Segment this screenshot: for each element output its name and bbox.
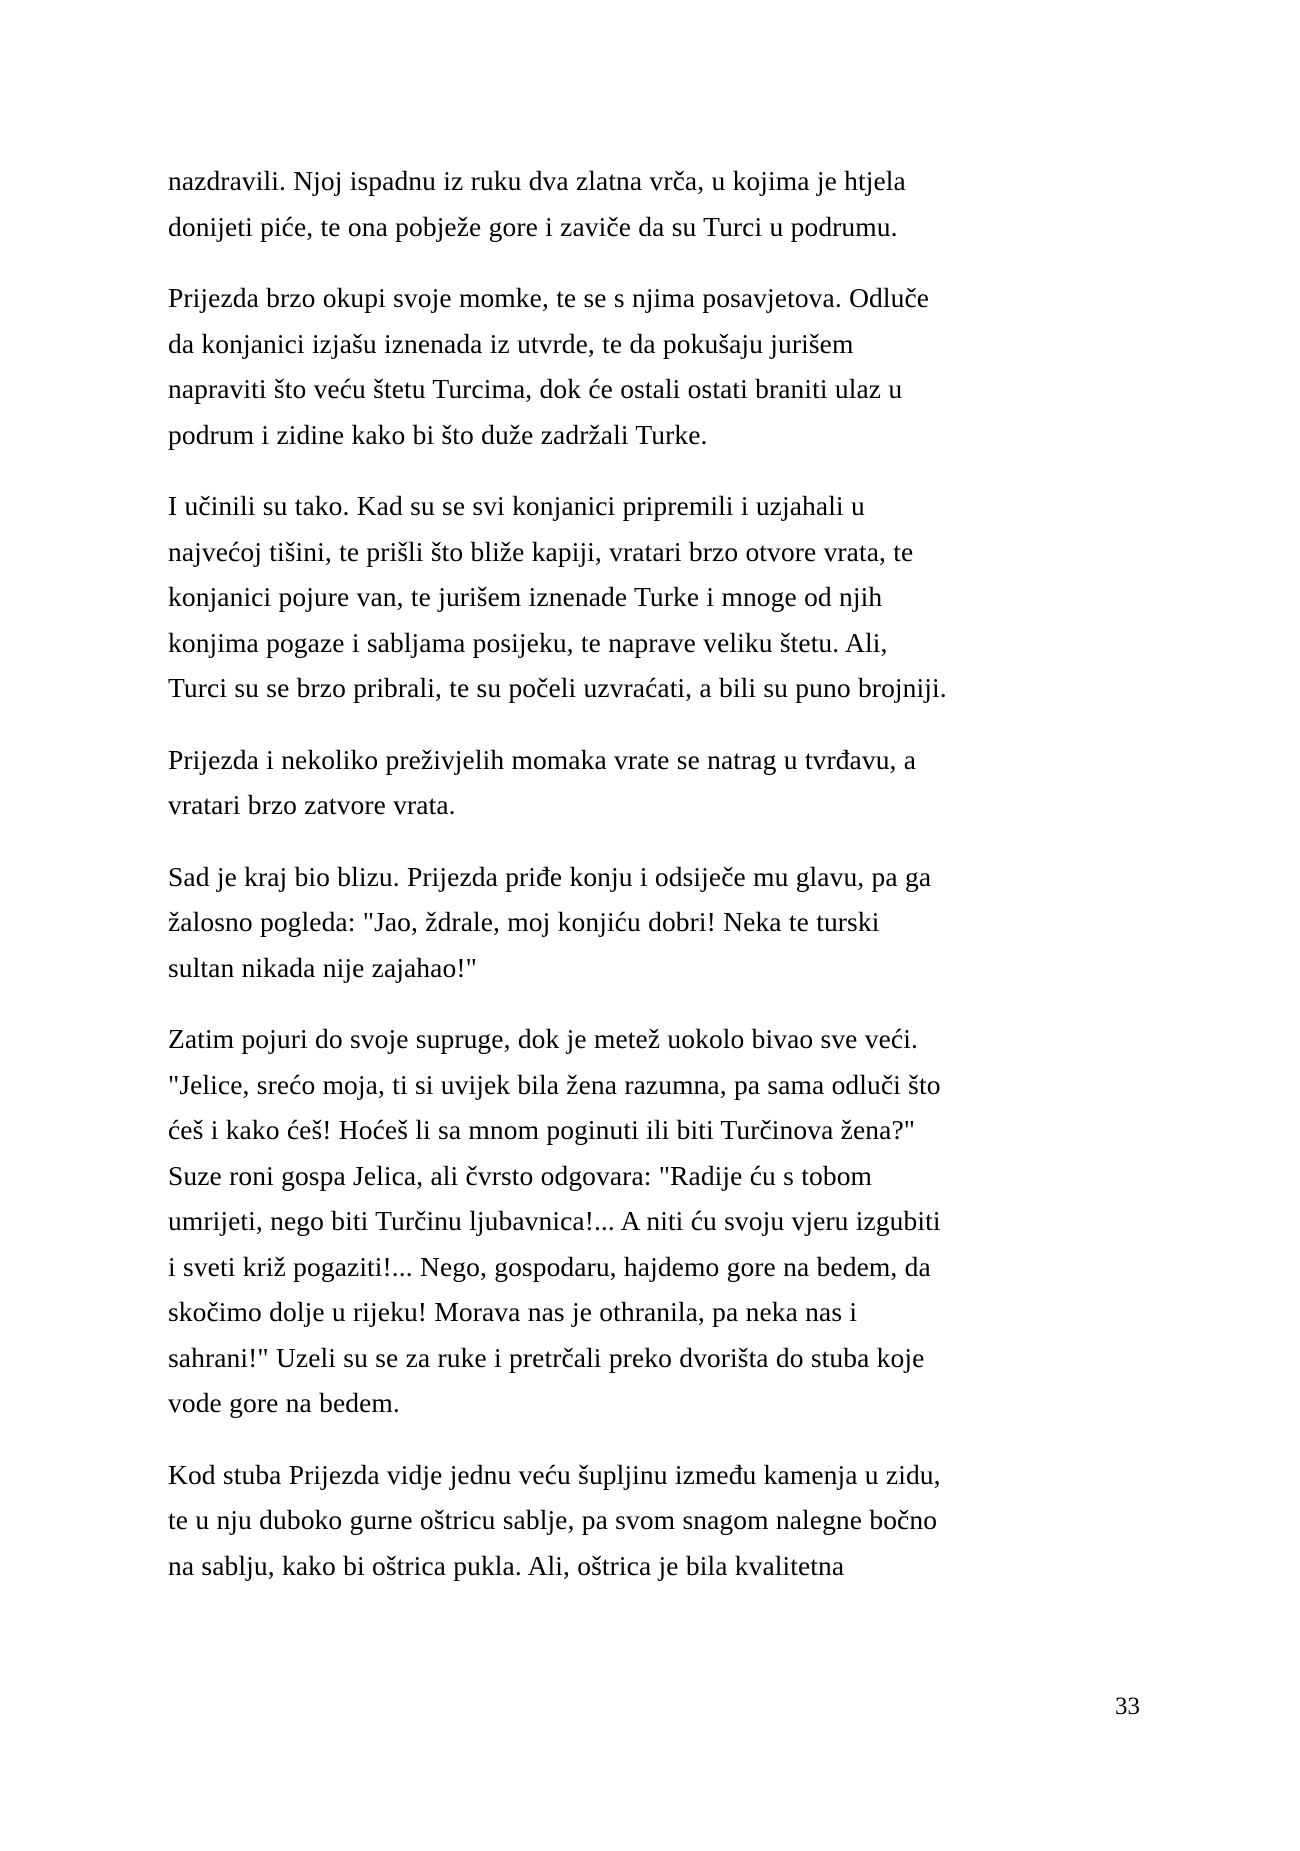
body-text-column bbox=[168, 158, 950, 1588]
paragraph: Zatim pojuri do svoje supruge, dok je metež uokolo bivao sve veći. "Jelice, srećo moja, ti si uvijek bila žena razumna, pa sama odluči što ćeš i kako ćeš! Hoćeš li sa mnom poginuti ili biti Turčinova žena?" Suze roni gospa Jelica, ali čvrsto odgovara: "Radije ću s tobom umrijeti, nego biti Turčinu ljubavnica!... A niti ću svoju vjeru izgubiti i sveti križ pogaziti!... Nego, gospodaru, hajdemo gore na bedem, da skočimo dolje u rijeku! Morava nas je othranila, pa neka nas i sahrani!" Uzeli su se za ruke i pretrčali preko dvorišta do stuba koje vode gore na bedem. bbox=[168, 1023, 941, 1418]
paragraph: Kod stuba Prijezda vidje jednu veću šupljinu između kamenja u zidu, te u nju duboko gurne oštricu sablje, pa svom snagom nalegne bočno na sablju, kako bi oštrica pukla. Ali, oštrica je bila kvalitetna bbox=[168, 1458, 941, 1581]
page-number: 33 bbox=[1115, 1693, 1140, 1720]
paragraph: Prijezda brzo okupi svoje momke, te se s njima posavjetova. Odluče da konjanici izjašu iznenada iz utvrde, te da pokušaju jurišem napraviti što veću štetu Turcima, dok će ostali ostati braniti ulaz u podrum i zidine kako bi što duže zadržali Turke. bbox=[168, 282, 930, 450]
paragraph: Sad je kraj bio blizu. Prijezda priđe konju i odsiječe mu glavu, pa ga žalosno pogleda: "Jao, ždrale, moj konjiću dobri! Neka te turski sultan nikada nije zajahao!" bbox=[168, 860, 932, 983]
paragraph: nazdravili. Njoj ispadnu iz ruku dva zlatna vrča, u kojima je htjela donijeti piće, te ona pobježe gore i zaviče da su Turci u podrumu. bbox=[168, 165, 906, 242]
paragraph: I učinili su tako. Kad su se svi konjanici pripremili i uzjahali u najvećoj tišini, te prišli što bliže kapiji, vratari brzo otvore vrata, te konjanici pojure van, te jurišem iznenade Turke i mnoge od njih konjima pogaze i sabljama posijeku, te naprave veliku štetu. Ali, Turci su se brzo pribrali, te su počeli uzvraćati, a bili su puno brojniji. bbox=[168, 490, 947, 703]
paragraph: Prijezda i nekoliko preživjelih momaka vrate se natrag u tvrđavu, a vratari brzo zatvore vrata. bbox=[168, 743, 917, 820]
